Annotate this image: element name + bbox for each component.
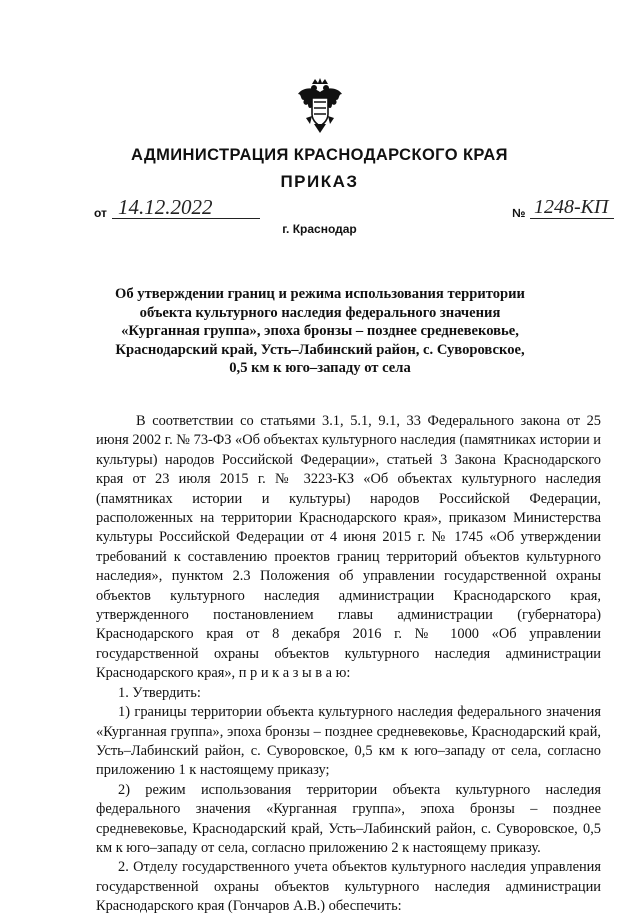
document-title	[110, 285, 530, 378]
title-line: Краснодарский край, Усть–Лабинский район, с. Суворовское,	[115, 341, 525, 358]
order-word: п р и к а з ы в а ю:	[238, 665, 351, 682]
handwritten-date: 14.12.2022	[112, 196, 260, 219]
title-line: Об утверждении границ и режима использования территории	[115, 286, 525, 302]
city: г. Краснодар	[282, 222, 357, 236]
number-label: №	[512, 206, 526, 220]
preamble-paragraph	[96, 412, 601, 684]
clause-1-1: 1) границы территории объекта культурного наследия федерального значения «Курганная группа», эпоха бронзы – позднее средневековье, Краснодарский край, Усть–Лабинский район, с. Суворовское, 0,5 км к юго–западу от села, согласно приложению 1 к настоящему приказу;	[96, 704, 601, 779]
coat-of-arms-emblem	[296, 78, 344, 134]
title-line: объекта культурного наследия федерального значения	[139, 304, 501, 321]
agency-name: АДМИНИСТРАЦИЯ КРАСНОДАРСКОГО КРАЯ	[131, 146, 508, 164]
preamble-text: В соответствии со статьями 3.1, 5.1, 9.1, 33 Федерального закона от 25 июня 2002 г. № 73-ФЗ «Об объектах культурного наследия (памятниках истории и культуры) народов Российской Федерации», статьей 3 Закона Краснодарского края от 23 июля 2015 г. № 3223-КЗ «Об объектах культурного наследия (памятниках истории и культуры) народов Российской Федерации, расположенных на территории Краснодарского края», приказом Министерства культуры Российской Федерации от 4 июня 2015 г. № 1745 «Об утверждении требований к составлению проектов границ территорий объектов культурного наследия», пунктом 2.3 Положения об управлении государственной охраны объектов культурного наследия администрации Краснодарского края, утвержденного постановлением главы администрации (губернатора) Краснодарского края от 8 декабря 2016 г. № 1000 «Об управлении государственной охраны объектов культурного наследия администрации Краснодарского края»,	[96, 413, 601, 682]
clause-1: 1. Утвердить:	[118, 684, 201, 701]
title-line: 0,5 км к юго–западу от села	[229, 360, 411, 377]
clause-1-2: 2) режим использования территории объекта культурного наследия федерального значения «Курганная группа», эпоха бронзы – позднее средневековье, Краснодарский край, Усть–Лабинский район, с. Суворовское, 0,5 км к юго–западу от села, согласно приложению 2 к настоящему приказу.	[96, 781, 601, 856]
title-line: «Курганная группа», эпоха бронзы – позднее средневековье,	[121, 323, 519, 340]
document-type: ПРИКАЗ	[280, 172, 359, 191]
document-body	[96, 412, 601, 917]
clause-2: 2. Отделу государственного учета объектов культурного наследия управления государственной охраны объектов культурного наследия администрации Краснодарского края (Гончаров А.В.) обеспечить:	[96, 859, 601, 915]
date-label: от	[94, 206, 107, 220]
handwritten-number: 1248-КП	[530, 196, 614, 219]
